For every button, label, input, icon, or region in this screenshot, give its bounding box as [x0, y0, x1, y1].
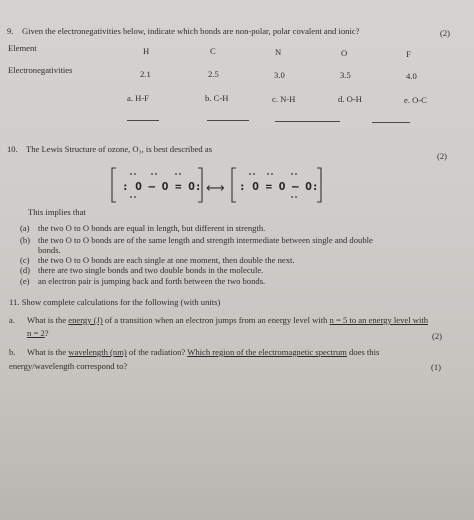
q11a-pre: What is the: [27, 315, 69, 325]
option-label: (e): [20, 276, 30, 286]
q11b-line1: [27, 347, 379, 357]
q11b-mid: of the radiation?: [126, 347, 188, 357]
element-f: F: [406, 49, 411, 59]
bracket-left-open: [112, 168, 116, 202]
q11b-label: b.: [9, 347, 16, 357]
element-c: C: [210, 46, 216, 56]
q11a-question-mark: ?: [44, 328, 49, 338]
element-n: N: [275, 47, 282, 57]
bracket-right-open: [232, 168, 236, 202]
resonance-structure-right: : O = O – O:: [239, 180, 319, 193]
bond-c: c. N-H: [272, 94, 296, 104]
q10-implies: This implies that: [28, 207, 86, 217]
en-value-c: 2.5: [208, 69, 219, 79]
q11a-line1: [27, 315, 428, 325]
option-text: there are two single bonds and two double bonds in the molecule.: [38, 265, 264, 275]
electronegativity-row-label: Electronegativities: [8, 65, 73, 75]
option-text: the two O to O bonds are of the same length and strength intermediate between single and double bonds.: [38, 235, 373, 255]
answer-blank-c[interactable]: [275, 121, 340, 122]
en-value-h: 2.1: [140, 69, 151, 79]
q11a-label: a.: [9, 315, 15, 325]
bond-b: b. C-H: [205, 93, 229, 103]
en-value-n: 3.0: [274, 70, 285, 80]
element-h: H: [143, 46, 150, 56]
q9-number: 9.: [7, 26, 14, 36]
bond-d: d. O-H: [338, 94, 362, 104]
q11b-pre: What is the: [27, 347, 69, 357]
q11b-line2: energy/wavelength correspond to?: [9, 361, 128, 371]
option-label: (d): [20, 265, 31, 275]
element-row-label: Element: [8, 43, 37, 53]
q10-option-e[interactable]: [20, 277, 380, 287]
answer-blank-a[interactable]: [127, 120, 159, 121]
option-text: the two O to O bonds are each single at one moment, then double the next.: [38, 255, 295, 265]
resonance-arrow-icon: ⟷: [206, 181, 225, 196]
q11b-region-term: Which region of the electromagnetic spectrum: [187, 347, 347, 357]
q10-number: 10.: [7, 144, 18, 154]
bond-e: e. O-C: [404, 95, 427, 105]
q11a-n5-term: n = 5 to an energy level with: [329, 315, 429, 325]
q10-marks: (2): [437, 151, 448, 161]
q11a-energy-term: energy (J): [68, 315, 103, 325]
element-o: O: [341, 48, 348, 58]
q11-header: 11. Show complete calculations for the following (with units): [9, 297, 221, 307]
en-value-f: 4.0: [406, 71, 417, 81]
option-label: (b): [20, 235, 31, 245]
answer-space[interactable]: [0, 380, 474, 520]
q11a-marks: (2): [432, 331, 443, 341]
answer-blank-b[interactable]: [207, 120, 249, 121]
q11a-line2: [27, 328, 49, 338]
option-text: an electron pair is jumping back and forth between the two bonds.: [38, 276, 266, 286]
q11b-post: does this: [346, 347, 380, 357]
en-value-o: 3.5: [340, 70, 351, 80]
resonance-structure-left: : O – O = O:: [122, 180, 202, 193]
q10-option-d[interactable]: [20, 266, 380, 276]
q9-marks: (2): [440, 28, 451, 38]
q11b-marks: (1): [431, 362, 442, 372]
option-label: (c): [20, 255, 30, 265]
option-label: (a): [20, 223, 30, 233]
answer-blank-e[interactable]: [372, 122, 410, 123]
q10-option-b[interactable]: [20, 236, 380, 256]
q10-option-a[interactable]: [20, 224, 380, 234]
option-text: the two O to O bonds are equal in length, but different in strength.: [38, 223, 266, 233]
bond-a: a. H-F: [127, 93, 149, 103]
q11a-n2-term: n = 2: [27, 328, 45, 338]
q11a-mid: of a transition when an electron jumps from an energy level with: [102, 315, 330, 325]
q9-prompt: Given the electronegativities below, indicate which bonds are non-polar, polar covalent and ionic?: [22, 26, 360, 36]
q10-prompt: The Lewis Structure of ozone, O₃, is best described as: [26, 144, 213, 154]
q11b-wavelength-term: wavelength (nm): [68, 347, 127, 357]
